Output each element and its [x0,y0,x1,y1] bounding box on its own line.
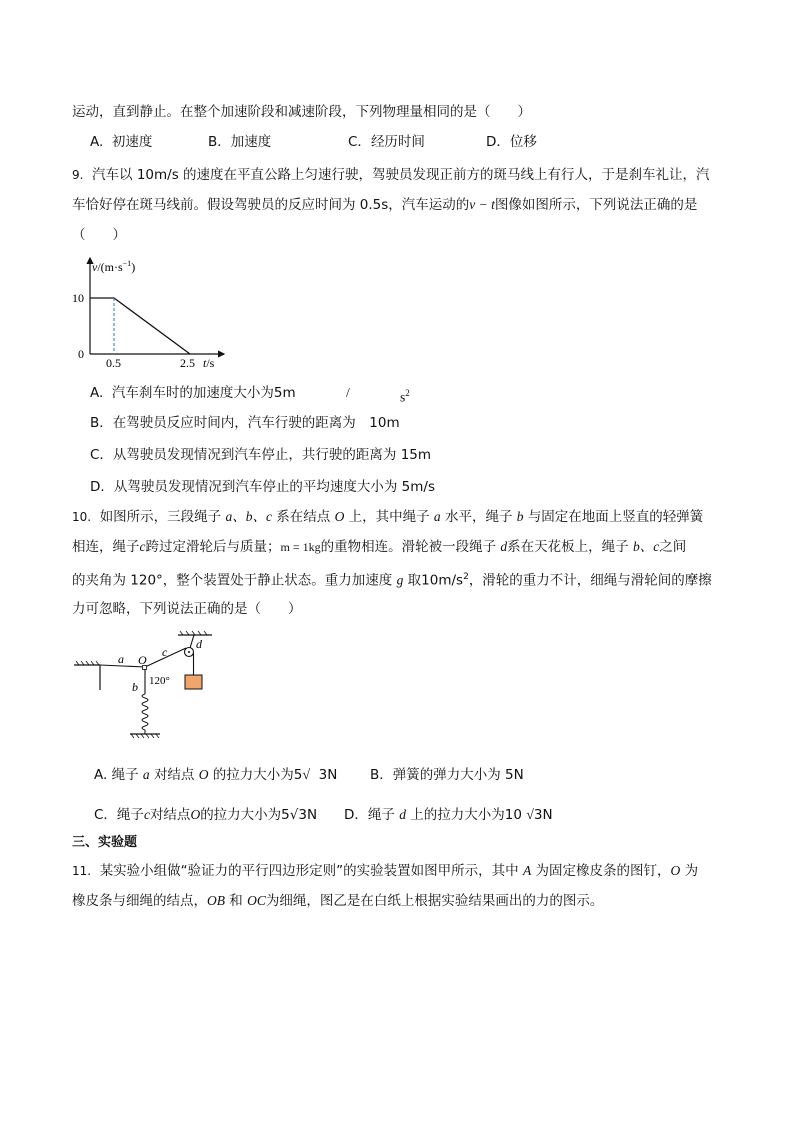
q10-label-b: b [132,680,138,694]
q9-tick-0-5: 0.5 [106,356,121,370]
q9-y-label-exp: −1 [122,259,132,268]
q10-mass: m = 1kg [280,540,321,554]
q11-line-1c: 为 [684,863,699,879]
q10-ground [130,734,160,738]
q10-line-1a: 如图所示，三段绳子 [99,509,222,525]
q9-option-b: B．在驾驶员反应时间内，汽车行驶的距离为 10m [90,415,400,431]
q8-option-b-letter: B． [208,134,231,150]
q9-velocity-line [90,298,190,354]
q10-option-c-pre: C．绳子 [94,807,144,823]
q10-option-b: B．弹簧的弹力大小为 5N [370,767,524,783]
q8-option-c-letter: C． [348,134,371,150]
q9-x-label [203,356,215,370]
q10-line-2 [72,538,686,556]
q9-option-a-s: s [400,389,406,405]
q10-label-c: c [162,645,168,659]
q9-tick-2-5: 2.5 [180,356,195,370]
q8-option-b [208,133,271,151]
q9-number: 9. [72,168,84,182]
q10-label-a: a [118,652,124,666]
q10-line-1c: 上，其中绳子 [348,509,430,525]
q10-option-a-mid: 对结点 [153,767,195,783]
q10-line-2e: 之间 [659,539,687,555]
q10-ceiling [178,631,212,635]
q9-option-a-slash: / [346,385,350,400]
q9-x-label-unit: /s [206,356,215,370]
q11-line-2c: 为细绳，图乙是在白纸上根据实验结果画出的力的图示。 [265,893,604,909]
q10-option-a-pre: A. 绳子 [94,767,139,783]
q10-line-1d: 水平，绳子 [444,509,513,525]
q11-line-1a: 某实验小组做“验证力的平行四边形定则”的实验装置如图甲所示，其中 [99,863,519,879]
q9-origin-label: 0 [78,347,84,361]
q10-label-o: O [138,653,147,667]
q10-d-symbol: d [500,539,508,554]
q9-line-3: （ ） [72,227,126,243]
q10-b-symbol: b [516,509,524,524]
q10-figure [70,628,230,746]
q8-option-b-text: 加速度 [230,134,272,150]
q8-option-a [90,133,152,151]
q10-line-4: 力可忽略，下列说法正确的是（ ） [72,601,302,617]
sqrt-icon: √ [526,808,534,823]
q10-option-d-pre: D．绳子 [344,807,395,823]
q10-option-d-text: 上的拉力大小为10 [410,807,522,823]
q11-line-2 [72,892,603,910]
q9-line-2b: 图像如图所示，下列说法正确的是 [494,197,698,213]
q10-option-c [94,806,317,824]
q10-option-c-c: c [143,807,150,822]
q9-vt-graph [70,254,230,372]
q10-option-d [344,806,553,825]
q10-o-symbol: O [334,509,345,524]
q10-label-d: d [196,637,202,651]
q10-line-1b: 系在结点 [276,509,331,525]
q10-option-d-val: 3N [533,807,553,823]
q10-line-3c: ，滑轮的重力不计，细绳与滑轮间的摩擦 [468,572,712,589]
q11-line-2b: 和 [229,893,243,909]
q11-number: 11. [72,864,92,878]
q9-y-label-v: v [92,260,98,274]
q10-option-a-a: a [142,767,150,782]
q8-option-d-letter: D． [486,134,510,150]
q10-c-symbol: c [139,539,146,554]
section-title: 三、实验题 [72,835,138,850]
q10-line-1 [72,508,703,526]
q9-option-a-exp: 2 [405,388,410,398]
q10-line-2c: 的重物相连。滑轮被一段绳子 [320,539,497,555]
q8-option-a-letter: A. [90,134,104,150]
q8-option-d-text: 位移 [509,134,537,150]
q10-spring [142,694,148,734]
q10-a-symbol: a [433,509,441,524]
q10-label-angle: 120° [149,675,170,687]
q10-option-a-val: 3N [318,767,338,783]
q10-option-a-text: 的拉力大小为5 [212,767,303,783]
q10-line-2a: 相连，绳子 [72,539,140,555]
q11-line-2a: 橡皮条与细绳的结点， [72,893,207,909]
q8-option-c [348,133,425,151]
q9-line-1-text: 汽车以 10m/s 的速度在平直公路上匀速行驶，驾驶员发现正前方的斑马线上有行人，于是刹车礼让，汽 [92,167,710,183]
q10-line-3a: 的夹角为 120°，整个装置处于静止状态。重力加速度 [72,572,393,589]
q10-line-2b: 跨过定滑轮后与质量； [145,539,281,555]
q9-line-1 [72,166,710,184]
q9-tick-10: 10 [72,291,84,305]
q9-x-label-t: t [203,356,207,370]
q9-vt-symbol: v − t [469,197,495,212]
q11-oc: OC [247,893,266,908]
q10-option-a-o: O [198,767,209,782]
q9-option-a-unit [400,384,410,407]
q9-line-2 [72,196,697,214]
q10-wall-left [74,661,100,690]
q11-ob: OB [207,893,225,908]
q10-option-d-d: d [399,807,406,822]
q11-line-1 [72,862,698,880]
q10-option-c-mid: 对结点 [149,807,191,823]
q8-option-c-text: 经历时间 [370,134,425,150]
q9-option-a [90,384,296,402]
q10-g-symbol: g [396,572,404,588]
q10-bc-symbols: b、c [632,539,660,554]
q11-line-1b: 为固定橡皮条的图钉， [535,863,671,879]
q10-weight-block [185,675,202,689]
q10-pulley-axle [188,651,190,653]
q10-line-1e: 与固定在地面上竖直的轻弹簧 [527,509,704,525]
q9-y-label [92,259,135,274]
sqrt-icon: √ [302,768,311,783]
q10-abc: a、b、c [225,509,272,524]
q10-option-c-o: O [190,807,201,822]
q9-option-c: C．从驾驶员发现情况到汽车停止，共行驶的距离为 15m [90,447,432,463]
q8-option-d [486,133,537,151]
q9-option-a-letter: A. [90,385,104,401]
q10-line-3-exp: 2 [463,572,469,582]
q10-number: 10. [72,510,92,524]
q9-option-d: D．从驾驶员发现情况到汽车停止的平均速度大小为 5m/s [90,479,436,495]
q9-y-label-unit: /(m·s [97,260,123,274]
q10-rope-d [190,635,194,648]
q10-line-3 [72,568,712,590]
q8-option-a-text: 初速度 [111,134,153,150]
q11-o-symbol: O [670,863,681,878]
q10-option-a [94,766,337,785]
q9-y-label-close: ) [131,260,136,274]
q10-line-3b: 取10m/s [407,572,464,589]
q9-option-a-text: 汽车刹车时的加速度大小为5m [111,385,296,401]
q11-a-symbol: A [522,863,532,878]
q10-line-2d: 系在天花板上，绳子 [507,539,629,555]
q9-line-2a: 车恰好停在斑马线前。假设驾驶员的反应时间为 0.5s，汽车运动的 [72,197,470,213]
q10-option-c-text: 的拉力大小为5√3N [200,807,318,823]
q8-continuation-text: 运动，直到静止。在整个加速阶段和减速阶段，下列物理量相同的是（ ） [72,104,531,120]
